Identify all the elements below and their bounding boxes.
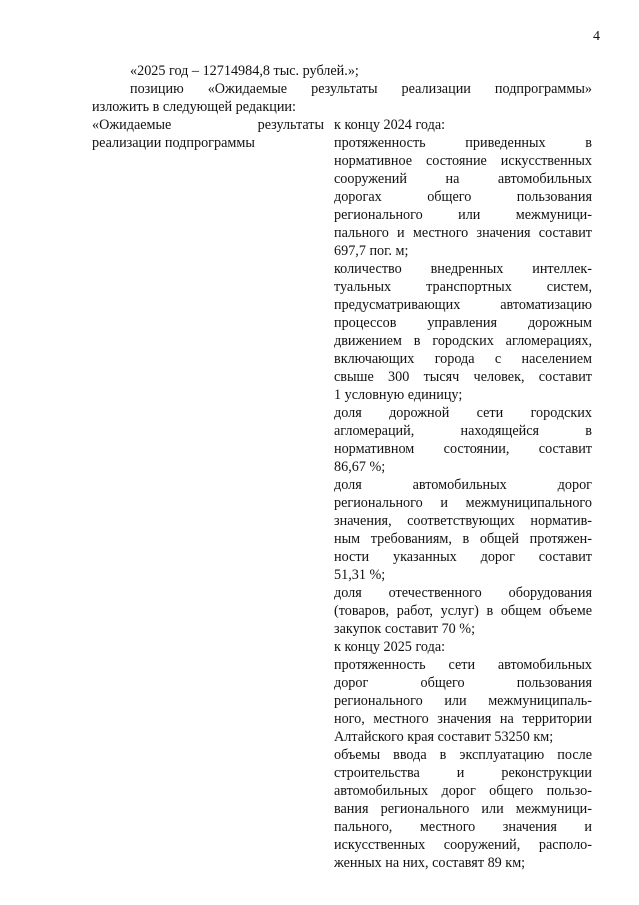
right-cell-line: доля дорожной сети городских (334, 405, 592, 421)
right-cell-line: к концу 2024 года: (334, 117, 446, 133)
right-cell-line: ным требованиям, в общей протяжен- (334, 531, 592, 547)
right-cell-line: 86,67 %; (334, 459, 386, 475)
right-cell-line: женных на них, составят 89 км; (334, 855, 526, 871)
intro-line-amount: «2025 год – 12714984,8 тыс. рублей.»; (130, 63, 359, 79)
right-cell-line: вания регионального или межмуници- (334, 801, 592, 817)
right-cell-line: регионального или межмуниципаль- (334, 693, 592, 709)
right-cell-line: 1 условную единицу; (334, 387, 463, 403)
right-cell-line: ности указанных дорог составит (334, 549, 592, 565)
right-cell-line: Алтайского края составит 53250 км; (334, 729, 554, 745)
table-left-cell (92, 116, 324, 152)
right-cell-line: 697,7 пог. м; (334, 243, 409, 259)
right-cell-line: доля автомобильных дорог (334, 477, 592, 493)
right-cell-line: автомобильных дорог общего пользо- (334, 783, 592, 799)
page-number: 4 (593, 29, 600, 44)
right-cell-line: строительства и реконструкции (334, 765, 592, 781)
right-cell-line: закупок составит 70 %; (334, 621, 476, 637)
right-cell-line: движением в городских агломерациях, (334, 333, 592, 349)
right-cell-line: нормативном состоянии, составит (334, 441, 592, 457)
right-cell-line: количество внедренных интеллек- (334, 261, 592, 277)
left-cell-line-1: «Ожидаемые результаты (92, 117, 324, 133)
right-cell-line: пального, местного значения и (334, 819, 592, 835)
intro-line-position: позицию «Ожидаемые результаты реализации подпрограммы» (130, 81, 592, 97)
right-cell-line: свыше 300 тысяч человек, составит (334, 369, 592, 385)
right-cell-line: дорогах общего пользования (334, 189, 592, 205)
right-cell-line: (товаров, работ, услуг) в общем объеме (334, 603, 592, 619)
right-cell-line: к концу 2025 года: (334, 639, 446, 655)
right-cell-line: протяженность сети автомобильных (334, 657, 592, 673)
right-cell-line: туальных транспортных систем, (334, 279, 592, 295)
right-cell-line: регионального или межмуници- (334, 207, 592, 223)
right-cell-line: включающих города с населением (334, 351, 592, 367)
right-cell-line: регионального и межмуниципального (334, 495, 592, 511)
right-cell-line: искусственных сооружений, располо- (334, 837, 592, 853)
right-cell-line: сооружений на автомобильных (334, 171, 592, 187)
right-cell-line: ного, местного значения на территории (334, 711, 592, 727)
right-cell-line: пального и местного значения составит (334, 225, 592, 241)
right-cell-line: объемы ввода в эксплуатацию после (334, 747, 592, 763)
right-cell-line: протяженность приведенных в (334, 135, 592, 151)
right-cell-line: 51,31 %; (334, 567, 386, 583)
right-cell-line: дорог общего пользования (334, 675, 592, 691)
left-cell-line-2: реализации подпрограммы (92, 135, 255, 151)
right-cell-line: процессов управления дорожным (334, 315, 592, 331)
right-cell-line: агломераций, находящейся в (334, 423, 592, 439)
right-cell-line: значения, соответствующих норматив- (334, 513, 592, 529)
right-cell-line: доля отечественного оборудования (334, 585, 592, 601)
right-cell-line: предусматривающих автоматизацию (334, 297, 592, 313)
intro-block (92, 62, 592, 116)
intro-line-edit: изложить в следующей редакции: (92, 99, 296, 115)
right-cell-line: нормативное состояние искусственных (334, 153, 592, 169)
table-right-cell (334, 116, 592, 872)
